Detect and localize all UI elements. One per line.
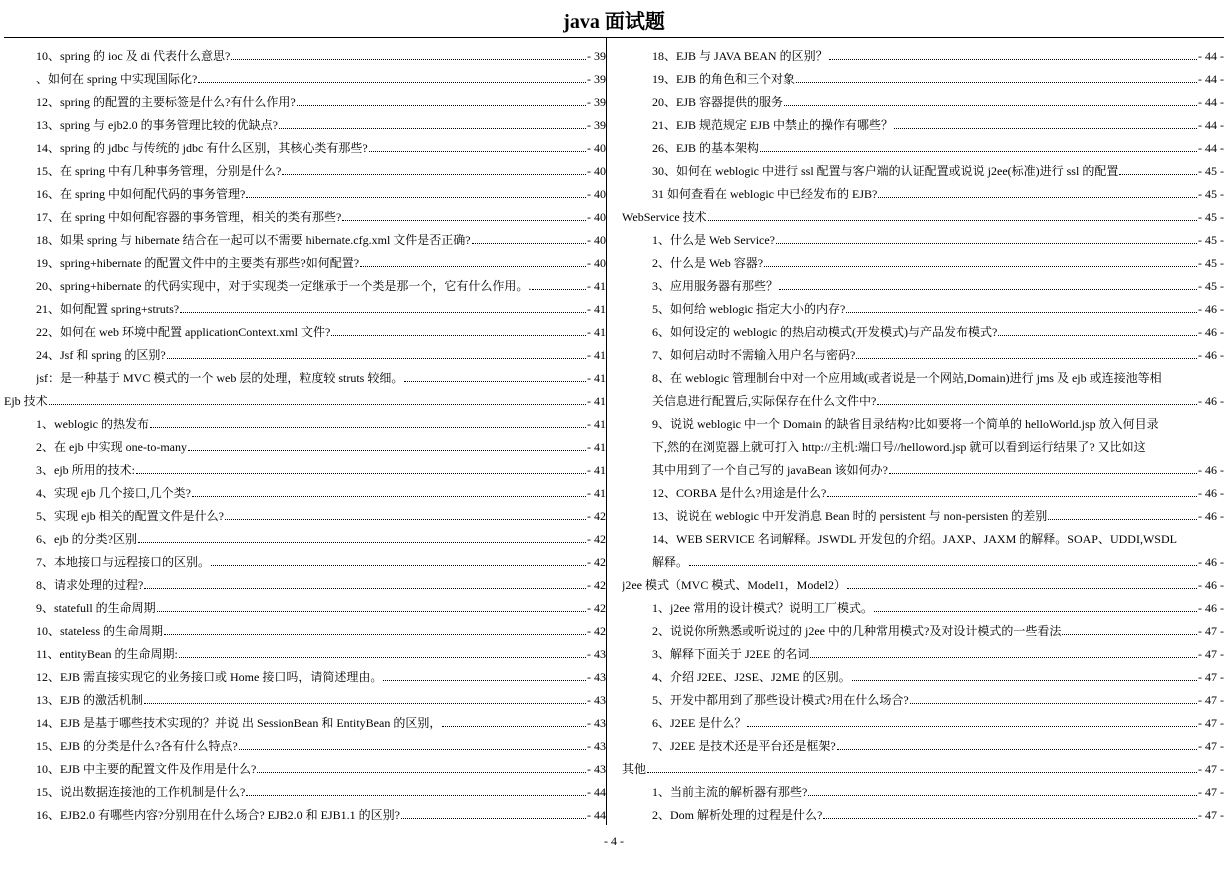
toc-entry[interactable] <box>620 500 1224 523</box>
leader-dots <box>764 265 1197 267</box>
toc-page-number: - 40 <box>587 141 606 155</box>
toc-entry-text: 7、本地接口与远程接口的区别。 <box>36 555 211 569</box>
toc-entry-text: 19、EJB 的角色和三个对象 <box>652 72 796 86</box>
toc-page-number: - 47 - <box>1198 624 1224 638</box>
toc-entry[interactable] <box>4 109 606 132</box>
leader-dots <box>188 449 586 451</box>
toc-entry[interactable] <box>620 362 1224 408</box>
leader-dots <box>282 173 586 175</box>
toc-entry-text: 3、应用服务器有那些？ <box>652 279 779 293</box>
toc-entry-text: 5、实现 ejb 相关的配置文件是什么? <box>36 509 224 523</box>
toc-entry[interactable] <box>4 247 606 270</box>
toc-entry[interactable] <box>4 270 606 293</box>
toc-entry-text: 31 如何查看在 weblogic 中已经发布的 EJB? <box>652 187 878 201</box>
leader-dots <box>138 541 586 543</box>
toc-entry[interactable] <box>4 661 606 684</box>
title-rule <box>4 37 1224 38</box>
leader-dots <box>998 334 1197 336</box>
toc-entry-text: 10、spring 的 ioc 及 di 代表什么意思? <box>36 49 231 63</box>
toc-entry[interactable] <box>4 224 606 247</box>
leader-dots <box>796 81 1197 83</box>
toc-entry[interactable] <box>4 132 606 155</box>
toc-entry-text: 2、Dom 解析处理的过程是什么? <box>652 808 823 822</box>
leader-dots <box>239 748 586 750</box>
leader-dots <box>225 518 586 520</box>
toc-page-number: - 44 - <box>1198 49 1224 63</box>
leader-dots <box>231 58 586 60</box>
toc-entry-text: 5、如何给 weblogic 指定大小的内存? <box>652 302 846 316</box>
leader-dots <box>808 794 1197 796</box>
toc-entry[interactable] <box>620 684 1224 707</box>
toc-page-number: - 47 - <box>1198 785 1224 799</box>
leader-dots <box>747 725 1197 727</box>
toc-entry[interactable] <box>620 730 1224 753</box>
toc-entry[interactable] <box>620 40 1224 63</box>
toc-entry[interactable] <box>4 684 606 707</box>
toc-entry[interactable] <box>4 799 606 822</box>
leader-dots <box>150 426 586 428</box>
toc-page-number: - 45 - <box>1198 187 1224 201</box>
leader-dots <box>894 127 1197 129</box>
toc-entry[interactable] <box>4 40 606 63</box>
toc-page-number: - 42 <box>587 624 606 638</box>
leader-dots <box>49 403 586 405</box>
toc-entry-text: 7、J2EE 是技术还是平台还是框架? <box>652 739 836 753</box>
toc-page-number: - 43 <box>587 716 606 730</box>
toc-left-column <box>4 40 606 822</box>
leader-dots <box>279 127 586 129</box>
leader-dots <box>1048 518 1197 520</box>
toc-page-number: - 43 <box>587 739 606 753</box>
toc-entry-text: 11、entityBean 的生命周期: <box>36 647 178 661</box>
toc-page-number: - 41 <box>587 394 606 408</box>
toc-entry-text: 其中用到了一个自己写的 javaBean 该如何办? <box>652 463 888 477</box>
toc-page-number: - 46 - <box>1198 302 1224 316</box>
toc-entry[interactable] <box>620 592 1224 615</box>
toc-entry-text: 13、spring 与 ejb2.0 的事务管理比较的优缺点? <box>36 118 278 132</box>
toc-page-number: - 45 - <box>1198 233 1224 247</box>
leader-dots <box>647 771 1197 773</box>
toc-section-heading[interactable] <box>620 569 1224 592</box>
toc-entry-text: 7、如何启动时不需输入用户名与密码? <box>652 348 856 362</box>
toc-page-number: - 41 <box>587 440 606 454</box>
leader-dots <box>360 265 586 267</box>
toc-page-number: - 47 - <box>1198 739 1224 753</box>
toc-entry-text: 14、spring 的 jdbc 与传统的 jdbc 有什么区别，其核心类有那些? <box>36 141 368 155</box>
toc-entry-text: 10、EJB 中主要的配置文件及作用是什么? <box>36 762 257 776</box>
toc-entry-text: 10、stateless 的生命周期 <box>36 624 163 638</box>
toc-entry-text: 15、在 spring 中有几种事务管理，分别是什么? <box>36 164 282 178</box>
toc-entry[interactable] <box>4 316 606 339</box>
leader-dots <box>246 794 586 796</box>
toc-entry-text: 19、spring+hibernate 的配置文件中的主要类有那些?如何配置? <box>36 256 360 270</box>
toc-page-number: - 46 - <box>1198 348 1224 362</box>
toc-entry[interactable] <box>620 178 1224 201</box>
toc-entry-text: 22、如何在 web 环境中配置 applicationContext.xml 文件? <box>36 325 331 339</box>
leader-dots <box>404 380 586 382</box>
toc-page-number: - 40 <box>587 233 606 247</box>
toc-page-number: - 46 - <box>1198 394 1224 408</box>
toc-entry-text: 30、如何在 weblogic 中进行 ssl 配置与客户端的认证配置或说说 j2ee(标准)进行 ssl 的配置 <box>652 164 1119 178</box>
toc-entry-text: 26、EJB 的基本架构 <box>652 141 760 155</box>
toc-entry[interactable] <box>4 408 606 431</box>
toc-entry-text: 14、EJB 是基于哪些技术实现的？并说 出 SessionBean 和 EntityBean 的区别， <box>36 716 442 730</box>
leader-dots <box>144 587 586 589</box>
leader-dots <box>877 403 1197 405</box>
leader-dots <box>442 725 586 727</box>
leader-dots <box>856 357 1197 359</box>
toc-entry-text: 24、Jsf 和 spring 的区别? <box>36 348 166 362</box>
toc-entry-text: 其他 <box>622 762 647 776</box>
leader-dots <box>689 564 1197 566</box>
toc-entry[interactable] <box>4 339 606 362</box>
toc-entry[interactable] <box>620 63 1224 86</box>
toc-page-number: - 44 - <box>1198 72 1224 86</box>
leader-dots <box>878 196 1197 198</box>
leader-dots <box>157 610 586 612</box>
toc-page-number: - 41 <box>587 302 606 316</box>
toc-entry-text: 下,然的在浏览器上就可打入 http://主机:端口号//helloword.jsp 就可以看到运行结果了? 又比如这 <box>652 440 1146 454</box>
leader-dots <box>136 472 586 474</box>
page-number: - 4 - <box>604 834 624 848</box>
toc-entry[interactable] <box>620 109 1224 132</box>
toc-page-number: - 46 - <box>1198 578 1224 592</box>
toc-entry[interactable] <box>4 178 606 201</box>
leader-dots <box>369 150 586 152</box>
toc-entry-text: 15、说出数据连接池的工作机制是什么? <box>36 785 246 799</box>
toc-entry[interactable] <box>4 362 606 385</box>
toc-entry[interactable] <box>4 615 606 638</box>
toc-page-number: - 46 - <box>1198 325 1224 339</box>
toc-page-number: - 43 <box>587 762 606 776</box>
toc-entry-text: 6、ejb 的分类?区别 <box>36 532 137 546</box>
toc-entry-text: 1、什么是 Web Service? <box>652 233 776 247</box>
toc-entry[interactable] <box>620 707 1224 730</box>
toc-page-number: - 45 - <box>1198 256 1224 270</box>
toc-entry-text: 13、EJB 的激活机制 <box>36 693 144 707</box>
leader-dots <box>180 311 586 313</box>
toc-entry-text: 1、j2ee 常用的设计模式？说明工厂模式。 <box>652 601 873 615</box>
toc-page-number: - 47 - <box>1198 647 1224 661</box>
toc-page-number: - 40 <box>587 256 606 270</box>
leader-dots <box>246 196 586 198</box>
leader-dots <box>192 495 586 497</box>
toc-entry[interactable] <box>4 63 606 86</box>
toc-page-number: - 39 <box>587 72 606 86</box>
leader-dots <box>760 150 1197 152</box>
toc-entry[interactable] <box>620 615 1224 638</box>
toc-page-number: - 43 <box>587 670 606 684</box>
toc-entry-text: j2ee 模式（MVC 模式、Model1，Model2） <box>622 578 846 592</box>
leader-dots <box>847 587 1197 589</box>
leader-dots <box>532 288 586 290</box>
leader-dots <box>784 104 1197 106</box>
toc-page-number: - 44 <box>587 808 606 822</box>
toc-entry-text: 3、解释下面关于 J2EE 的名词 <box>652 647 810 661</box>
toc-entry[interactable] <box>620 523 1224 569</box>
toc-entry-text: 解释。 <box>652 555 689 569</box>
leader-dots <box>257 771 586 773</box>
leader-dots <box>331 334 586 336</box>
toc-entry[interactable] <box>4 477 606 500</box>
toc-entry-text: 21、EJB 规范规定 EJB 中禁止的操作有哪些？ <box>652 118 894 132</box>
toc-page-number: - 46 - <box>1198 601 1224 615</box>
toc-page-number: - 42 <box>587 555 606 569</box>
page-title: java 面试题 <box>563 11 665 33</box>
toc-section-heading[interactable] <box>620 201 1224 224</box>
leader-dots <box>779 288 1197 290</box>
toc-entry-text: 12、spring 的配置的主要标签是什么?有什么作用? <box>36 95 296 109</box>
toc-entry[interactable] <box>620 339 1224 362</box>
toc-entry-text: 2、说说你所熟悉或听说过的 j2ee 中的几种常用模式?及对设计模式的一些看法 <box>652 624 1062 638</box>
leader-dots <box>198 81 586 83</box>
toc-section-heading[interactable] <box>4 385 606 408</box>
toc-page-number: - 40 <box>587 210 606 224</box>
toc-entry-text: 18、EJB 与 JAVA BEAN 的区别？ <box>652 49 828 63</box>
toc-page-number: - 45 - <box>1198 164 1224 178</box>
toc-section-heading[interactable] <box>620 753 1224 776</box>
toc-page-number: - 47 - <box>1198 693 1224 707</box>
leader-dots <box>889 472 1197 474</box>
toc-entry-text: 、如何在 spring 中实现国际化? <box>36 72 198 86</box>
toc-entry-text: 关信息进行配置后,实际保存在什么文件中? <box>652 394 877 408</box>
toc-page-number: - 42 <box>587 578 606 592</box>
toc-entry-text: 2、在 ejb 中实现 one-to-many <box>36 440 187 454</box>
toc-entry[interactable] <box>4 569 606 592</box>
toc-page-number: - 40 <box>587 187 606 201</box>
toc-entry-text: 20、EJB 容器提供的服务 <box>652 95 784 109</box>
leader-dots <box>144 702 586 704</box>
toc-page-number: - 47 - <box>1198 762 1224 776</box>
toc-entry[interactable] <box>620 638 1224 661</box>
toc-page-number: - 39 <box>587 118 606 132</box>
toc-entry-text: 15、EJB 的分类是什么?各有什么特点? <box>36 739 238 753</box>
toc-entry[interactable] <box>620 477 1224 500</box>
leader-dots <box>837 748 1197 750</box>
toc-page-number: - 39 <box>587 49 606 63</box>
toc-entry-text: Ejb 技术 <box>4 394 48 408</box>
toc-entry-text: 17、在 spring 中如何配容器的事务管理，相关的类有那些? <box>36 210 342 224</box>
toc-entry[interactable] <box>620 316 1224 339</box>
toc-entry[interactable] <box>4 201 606 224</box>
toc-entry[interactable] <box>620 776 1224 799</box>
toc-entry-text: 12、EJB 需直接实现它的业务接口或 Home 接口吗，请简述理由。 <box>36 670 383 684</box>
toc-page-number: - 43 <box>587 693 606 707</box>
toc-right-column <box>620 40 1224 822</box>
toc-entry[interactable] <box>4 454 606 477</box>
toc-page-number: - 46 - <box>1198 463 1224 477</box>
toc-entry-text: 3、ejb 所用的技术: <box>36 463 135 477</box>
toc-entry-text: 1、当前主流的解析器有那些? <box>652 785 808 799</box>
toc-entry-text: 12、CORBA 是什么?用途是什么? <box>652 486 827 500</box>
leader-dots <box>810 656 1197 658</box>
toc-entry[interactable] <box>4 638 606 661</box>
toc-entry[interactable] <box>620 799 1224 822</box>
toc-entry-text: 21、如何配置 spring+struts? <box>36 302 180 316</box>
leader-dots <box>383 679 586 681</box>
toc-page-number: - 44 - <box>1198 118 1224 132</box>
toc-entry[interactable] <box>4 776 606 799</box>
toc-entry[interactable] <box>4 523 606 546</box>
toc-entry[interactable] <box>4 155 606 178</box>
toc-page-number: - 47 - <box>1198 808 1224 822</box>
leader-dots <box>167 357 586 359</box>
leader-dots <box>179 656 586 658</box>
toc-entry[interactable] <box>620 270 1224 293</box>
toc-entry-text: 18、如果 spring 与 hibernate 结合在一起可以不需要 hibernate.cfg.xml 文件是否正确? <box>36 233 471 247</box>
toc-page-number: - 45 - <box>1198 279 1224 293</box>
toc-entry[interactable] <box>4 753 606 776</box>
toc-page-number: - 42 <box>587 601 606 615</box>
toc-entry[interactable] <box>620 408 1224 477</box>
toc-page-number: - 41 <box>587 348 606 362</box>
toc-page-number: - 40 <box>587 164 606 178</box>
leader-dots <box>472 242 586 244</box>
toc-entry[interactable] <box>620 86 1224 109</box>
toc-entry-text: 13、说说在 weblogic 中开发消息 Bean 时的 persistent 与 non-persisten 的差别 <box>652 509 1048 523</box>
toc-page-number: - 43 <box>587 647 606 661</box>
leader-dots <box>829 58 1197 60</box>
toc-page-number: - 42 <box>587 509 606 523</box>
toc-entry-text: 16、EJB2.0 有哪些内容?分别用在什么场合? EJB2.0 和 EJB1.1 的区别? <box>36 808 400 822</box>
toc-entry-text: jsf：是一种基于 MVC 模式的一个 web 层的处理，粒度较 struts 较细。 <box>36 371 404 385</box>
leader-dots <box>910 702 1197 704</box>
toc-page-number: - 41 <box>587 463 606 477</box>
leader-dots <box>874 610 1197 612</box>
leader-dots <box>846 311 1197 313</box>
leader-dots <box>823 817 1197 819</box>
toc-entry-text: WebService 技术 <box>622 210 707 224</box>
toc-entry-text: 6、J2EE 是什么？ <box>652 716 747 730</box>
toc-page-number: - 46 - <box>1198 486 1224 500</box>
toc-entry[interactable] <box>620 224 1224 247</box>
leader-dots <box>401 817 586 819</box>
leader-dots <box>852 679 1197 681</box>
toc-page-number: - 41 <box>587 417 606 431</box>
toc-entry[interactable] <box>4 592 606 615</box>
toc-page-number: - 41 <box>587 371 606 385</box>
toc-entry-text: 14、WEB SERVICE 名词解释。JSWDL 开发包的介绍。JAXP、JAXM 的解释。SOAP、UDDI,WSDL <box>652 532 1177 546</box>
toc-entry[interactable] <box>620 661 1224 684</box>
toc-entry-text: 4、实现 ejb 几个接口,几个类? <box>36 486 191 500</box>
toc-entry-text: 20、spring+hibernate 的代码实现中，对于实现类一定继承于一个类是那一个，它有什么作用。. <box>36 279 532 293</box>
toc-entry[interactable] <box>4 431 606 454</box>
toc-entry-text: 1、weblogic 的热发布 <box>36 417 149 431</box>
toc-entry-text: 9、statefull 的生命周期 <box>36 601 156 615</box>
toc-entry-text: 8、请求处理的过程? <box>36 578 144 592</box>
leader-dots <box>342 219 586 221</box>
toc-entry[interactable] <box>4 86 606 109</box>
leader-dots <box>1062 633 1197 635</box>
leader-dots <box>827 495 1197 497</box>
toc-entry[interactable] <box>4 730 606 753</box>
toc-entry[interactable] <box>620 132 1224 155</box>
toc-entry-text: 9、说说 weblogic 中一个 Domain 的缺省目录结构?比如要将一个简单的 helloWorld.jsp 放入何目录 <box>652 417 1159 431</box>
toc-page-number: - 46 - <box>1198 509 1224 523</box>
toc-page-number: - 41 <box>587 279 606 293</box>
toc-entry[interactable] <box>4 546 606 569</box>
toc-entry-text: 2、什么是 Web 容器? <box>652 256 764 270</box>
toc-page-number: - 41 <box>587 325 606 339</box>
toc-entry-text: 5、开发中都用到了那些设计模式?用在什么场合? <box>652 693 909 707</box>
column-divider <box>606 38 607 825</box>
leader-dots <box>776 242 1197 244</box>
toc-page-number: - 41 <box>587 486 606 500</box>
leader-dots <box>211 564 586 566</box>
toc-page-number: - 42 <box>587 532 606 546</box>
toc-page-number: - 44 <box>587 785 606 799</box>
toc-page-number: - 46 - <box>1198 555 1224 569</box>
leader-dots <box>164 633 586 635</box>
toc-entry[interactable] <box>4 707 606 730</box>
toc-entry[interactable] <box>620 247 1224 270</box>
toc-page-number: - 47 - <box>1198 716 1224 730</box>
toc-page-number: - 45 - <box>1198 210 1224 224</box>
toc-page-number: - 39 <box>587 95 606 109</box>
toc-page-number: - 47 - <box>1198 670 1224 684</box>
leader-dots <box>1119 173 1197 175</box>
toc-entry-text: 8、在 weblogic 管理制台中对一个应用域(或者说是一个网站,Domain)进行 jms 及 ejb 或连接池等相 <box>652 371 1162 385</box>
toc-entry[interactable] <box>4 293 606 316</box>
leader-dots <box>708 219 1197 221</box>
toc-entry[interactable] <box>620 155 1224 178</box>
toc-entry-text: 4、介绍 J2EE、J2SE、J2ME 的区别。 <box>652 670 851 684</box>
toc-entry-text: 6、如何设定的 weblogic 的热启动模式(开发模式)与产品发布模式? <box>652 325 998 339</box>
toc-entry[interactable] <box>620 293 1224 316</box>
toc-entry[interactable] <box>4 500 606 523</box>
toc-page-number: - 44 - <box>1198 95 1224 109</box>
toc-entry-text: 16、在 spring 中如何配代码的事务管理? <box>36 187 246 201</box>
toc-page-number: - 44 - <box>1198 141 1224 155</box>
leader-dots <box>297 104 586 106</box>
